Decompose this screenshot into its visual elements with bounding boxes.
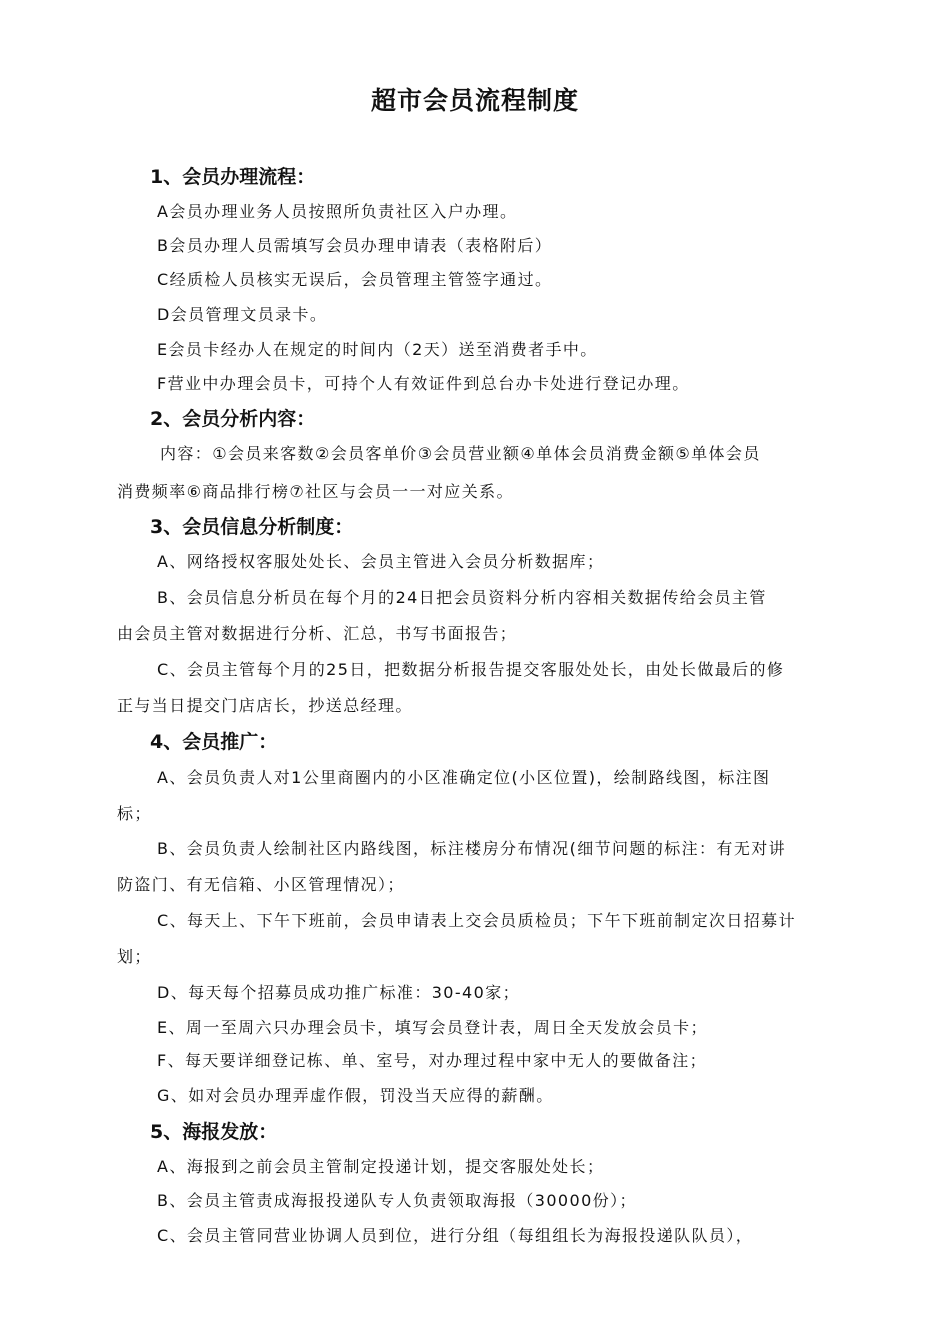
section-3-line-1: A、网络授权客服处处长、会员主管进入会员分析数据库；	[157, 552, 605, 571]
section-1-line-d: D会员管理文员录卡。	[157, 305, 328, 324]
section-3-line-4: C、会员主管每个月的25日，把数据分析报告提交客服处处长，由处长做最后的修	[157, 660, 785, 679]
section-3-line-2: B、会员信息分析员在每个月的24日把会员资料分析内容相关数据传给会员主管	[157, 588, 767, 607]
section-heading-2: 2、会员分析内容：	[150, 408, 316, 430]
section-4-line-4: 防盗门、有无信箱、小区管理情况）；	[117, 875, 405, 894]
section-heading-1: 1、会员办理流程：	[150, 166, 316, 188]
section-2-line-2: 消费频率⑥商品排行榜⑦社区与会员一一对应关系。	[117, 482, 514, 501]
section-1-line-c: C经质检人员核实无误后，会员管理主管签字通过。	[157, 270, 553, 289]
section-1-line-e: E会员卡经办人在规定的时间内（2天）送至消费者手中。	[157, 340, 598, 359]
section-4-line-10: G、如对会员办理弄虚作假，罚没当天应得的薪酬。	[157, 1086, 554, 1105]
section-1-line-f: F营业中办理会员卡，可持个人有效证件到总台办卡处进行登记办理。	[157, 374, 690, 393]
section-heading-4: 4、会员推广：	[150, 731, 278, 753]
section-3-line-3: 由会员主管对数据进行分析、汇总，书写书面报告；	[117, 624, 518, 643]
section-2-line-1: 内容：①会员来客数②会员客单价③会员营业额④单体会员消费金额⑤单体会员	[160, 444, 761, 463]
section-4-line-3: B、会员负责人绘制社区内路线图，标注楼房分布情况(细节问题的标注：有无对讲	[157, 839, 787, 858]
section-4-line-6: 划；	[117, 947, 152, 966]
section-4-line-8: E、周一至周六只办理会员卡，填写会员登计表，周日全天发放会员卡；	[157, 1018, 708, 1037]
section-5-line-1: A、海报到之前会员主管制定投递计划，提交客服处处长；	[157, 1157, 605, 1176]
section-heading-3: 3、会员信息分析制度：	[150, 516, 354, 538]
section-4-line-2: 标；	[117, 804, 152, 823]
section-4-line-9: F、每天要详细登记栋、单、室号，对办理过程中家中无人的要做备注；	[157, 1051, 708, 1070]
section-4-line-7: D、每天每个招募员成功推广标准：30-40家；	[157, 983, 521, 1002]
section-heading-5: 5、海报发放：	[150, 1121, 278, 1143]
section-4-line-1: A、会员负责人对1公里商圈内的小区准确定位(小区位置)，绘制路线图，标注图	[157, 768, 771, 787]
section-5-line-3: C、会员主管同营业协调人员到位，进行分组（每组组长为海报投递队队员），	[157, 1226, 754, 1245]
page-title: 超市会员流程制度	[370, 86, 579, 115]
section-5-line-2: B、会员主管责成海报投递队专人负责领取海报（30000份）；	[157, 1191, 637, 1210]
section-3-line-5: 正与当日提交门店店长，抄送总经理。	[117, 696, 413, 715]
section-1-line-a: A会员办理业务人员按照所负责社区入户办理。	[157, 202, 518, 221]
section-1-line-b: B会员办理人员需填写会员办理申请表（表格附后）	[157, 236, 553, 255]
section-4-line-5: C、每天上、下午下班前，会员申请表上交会员质检员；下午下班前制定次日招募计	[157, 911, 796, 930]
